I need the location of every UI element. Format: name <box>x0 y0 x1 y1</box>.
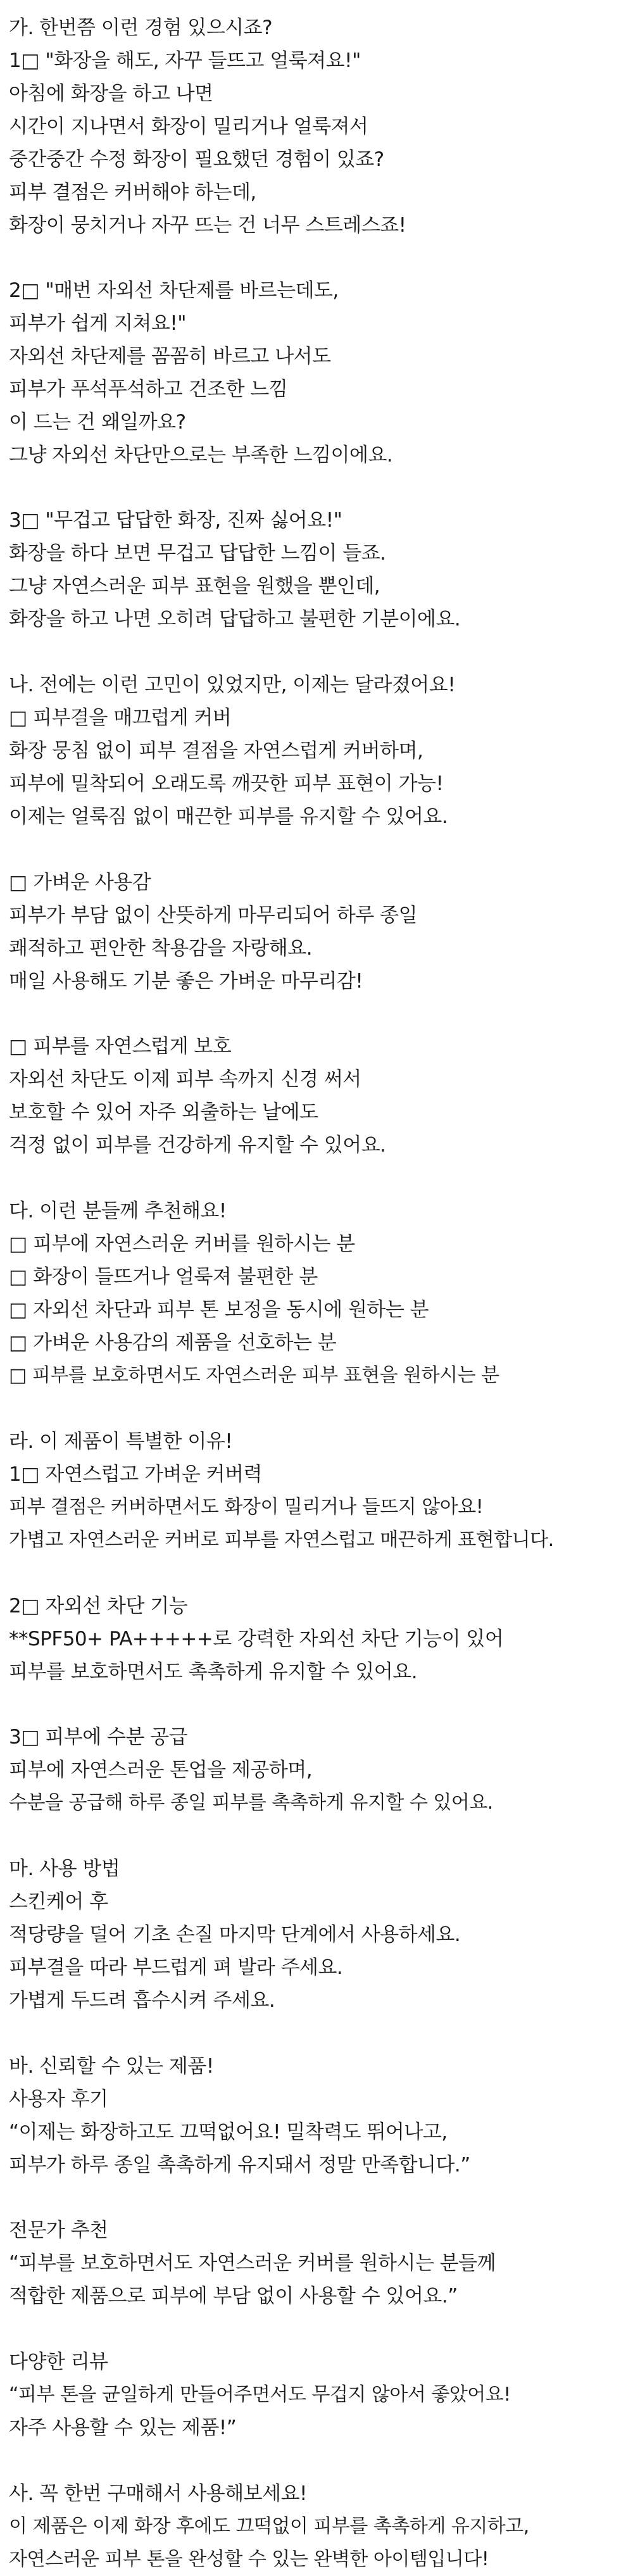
body-text: 화장을 하다 보면 무겁고 답답한 느낌이 들죠. <box>9 542 386 565</box>
body-text: 피부에 밀착되어 오래도록 깨끗한 피부 표현이 가능! <box>9 772 444 795</box>
point-heading: 1□ 자연스럽고 가벼운 커버력 <box>9 1463 262 1486</box>
quote-text: “피부 톤을 균일하게 만들어주면서도 무겁지 않아서 좋았어요! <box>9 2384 511 2406</box>
body-text: 수분을 공급해 하루 종일 피부를 촉촉하게 유지할 수 있어요. <box>9 1792 493 1814</box>
point-heading: 2□ "매번 자외선 차단제를 바르는데도, <box>9 279 339 302</box>
point-heading: □ 피부결을 매끄럽게 커버 <box>9 707 232 729</box>
body-text: 걱정 없이 피부를 건강하게 유지할 수 있어요. <box>9 1134 386 1157</box>
body-text: **SPF50+ PA+++++로 강력한 자외선 차단 기능이 있어 <box>9 1628 504 1650</box>
subheading: 다양한 리뷰 <box>9 2351 108 2373</box>
recommend-item: □ 가벼운 사용감의 제품을 선호하는 분 <box>9 1331 337 1354</box>
point-heading: □ 가벼운 사용감 <box>9 871 151 894</box>
section-heading: 바. 신뢰할 수 있는 제품! <box>9 2055 214 2078</box>
body-text: 가볍고 자연스러운 커버로 피부를 자연스럽고 매끈하게 표현합니다. <box>9 1529 554 1551</box>
body-text: 시간이 지나면서 화장이 밀리거나 얼룩져서 <box>9 115 368 138</box>
body-text: 피부 결점은 커버해야 하는데, <box>9 181 256 204</box>
body-text: 화장 뭉침 없이 피부 결점을 자연스럽게 커버하며, <box>9 739 423 762</box>
body-text: 피부에 자연스러운 톤업을 제공하며, <box>9 1759 313 1781</box>
recommend-item: □ 피부에 자연스러운 커버를 원하시는 분 <box>9 1233 355 1255</box>
point-heading: 피부가 쉽게 지쳐요!" <box>9 312 186 335</box>
quote-text: 자주 사용할 수 있는 제품!” <box>9 2416 237 2439</box>
body-text: 자외선 차단제를 꼼꼼히 바르고 나서도 <box>9 345 331 368</box>
body-text: 중간중간 수정 화장이 필요했던 경험이 있죠? <box>9 148 384 171</box>
section-heading: 라. 이 제품이 특별한 이유! <box>9 1430 233 1453</box>
body-text: 가볍게 두드려 흡수시켜 주세요. <box>9 1989 275 2012</box>
recommend-item: □ 자외선 차단과 피부 톤 보정을 동시에 원하는 분 <box>9 1298 429 1321</box>
body-text: 피부를 보호하면서도 촉촉하게 유지할 수 있어요. <box>9 1661 418 1683</box>
body-text: 스킨케어 후 <box>9 1890 108 1913</box>
section-heading: 다. 이런 분들께 추천해요! <box>9 1200 227 1222</box>
body-text: 보호할 수 있어 자주 외출하는 날에도 <box>9 1101 318 1124</box>
body-text: 자외선 차단도 이제 피부 속까지 신경 써서 <box>9 1068 361 1091</box>
body-text: 그냥 자연스러운 피부 표현을 원했을 뿐인데, <box>9 575 380 598</box>
body-text: 이 제품은 이제 화장 후에도 끄떡없이 피부를 촉촉하게 유지하고, <box>9 2515 529 2537</box>
recommend-item: □ 화장이 들뜨거나 얼룩져 불편한 분 <box>9 1266 318 1288</box>
quote-text: “피부를 보호하면서도 자연스러운 커버를 원하시는 분들께 <box>9 2252 496 2275</box>
body-text: 피부가 푸석푸석하고 건조한 느낌 <box>9 378 288 401</box>
body-text: 이제는 얼룩짐 없이 매끈한 피부를 유지할 수 있어요. <box>9 805 448 828</box>
section-heading: 가. 한번쯤 이런 경험 있으시죠? <box>9 16 273 39</box>
point-heading: 2□ 자외선 차단 기능 <box>9 1595 188 1618</box>
body-text: 아침에 화장을 하고 나면 <box>9 82 213 105</box>
point-heading: 1□ "화장을 해도, 자꾸 들뜨고 얼룩져요!" <box>9 49 361 72</box>
body-text: 쾌적하고 편안한 착용감을 자랑해요. <box>9 937 313 960</box>
section-heading: 사. 꼭 한번 구매해서 사용해보세요! <box>9 2482 307 2505</box>
section-heading: 나. 전에는 이런 고민이 있었지만, 이제는 달라졌어요! <box>9 674 456 696</box>
body-text: 화장이 뭉치거나 자꾸 뜨는 건 너무 스트레스죠! <box>9 214 406 237</box>
body-text: 피부가 부담 없이 산뜻하게 마무리되어 하루 종일 <box>9 904 418 927</box>
subheading: 사용자 후기 <box>9 2088 108 2111</box>
body-text: 자연스러운 피부 톤을 완성할 수 있는 완벽한 아이템입니다! <box>9 2548 489 2570</box>
recommend-item: □ 피부를 보호하면서도 자연스러운 피부 표현을 원하시는 분 <box>9 1364 499 1386</box>
quote-text: 피부가 하루 종일 촉촉하게 유지돼서 정말 만족합니다.” <box>9 2154 470 2177</box>
body-text: 이 드는 건 왜일까요? <box>9 411 186 434</box>
body-text: 매일 사용해도 기분 좋은 가벼운 마무리감! <box>9 970 363 993</box>
quote-text: “이제는 화장하고도 끄떡없어요! 밀착력도 뛰어나고, <box>9 2121 448 2144</box>
section-heading: 마. 사용 방법 <box>9 1857 120 1880</box>
body-text: 피부결을 따라 부드럽게 펴 발라 주세요. <box>9 1956 343 1979</box>
quote-text: 적합한 제품으로 피부에 부담 없이 사용할 수 있어요.” <box>9 2285 458 2308</box>
point-heading: 3□ "무겁고 답답한 화장, 진짜 싫어요!" <box>9 509 342 532</box>
subheading: 전문가 추천 <box>9 2219 108 2242</box>
point-heading: □ 피부를 자연스럽게 보호 <box>9 1035 232 1058</box>
body-text: 적당량을 덜어 기초 손질 마지막 단계에서 사용하세요. <box>9 1923 461 1946</box>
point-heading: 3□ 피부에 수분 공급 <box>9 1726 188 1749</box>
body-text: 그냥 자외선 차단만으로는 부족한 느낌이에요. <box>9 444 393 467</box>
body-text: 화장을 하고 나면 오히려 답답하고 불편한 기분이에요. <box>9 608 461 631</box>
body-text: 피부 결점은 커버하면서도 화장이 밀리거나 들뜨지 않아요! <box>9 1496 484 1518</box>
